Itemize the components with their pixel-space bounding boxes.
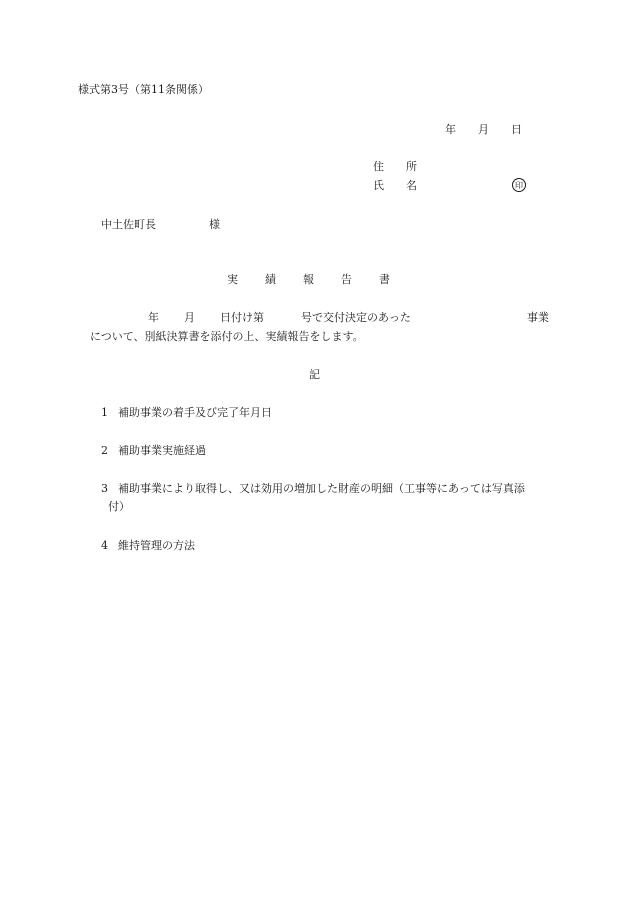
body-month: 月 [184,311,195,324]
body-year: 年 [148,311,159,324]
body-line-2: について、別紙決算書を添付の上、実績報告をします。 [90,330,364,343]
address-label: 住 所 [373,160,417,173]
list-item-3-continuation: 付） [108,500,130,513]
ki-heading: 記 [309,368,320,381]
list-item-1: 1 補助事業の着手及び完了年月日 [101,406,272,419]
addressee [101,218,220,232]
addressee-honorific: 様 [209,218,220,231]
seal-mark: 印 [512,178,526,192]
date-year: 年 [445,123,456,136]
document-title: 実 績 報 告 書 [227,273,390,286]
name-label: 氏 名 [373,179,417,192]
date-day: 日 [511,123,522,136]
date-line [445,123,522,137]
body-project: 事業 [527,311,549,324]
date-month: 月 [478,123,489,136]
list-item-2: 2 補助事業実施経過 [101,444,206,457]
body-day-ref: 日付け第 [220,311,264,324]
form-number: 様式第3号（第11条関係） [78,83,209,96]
list-item-4: 4 維持管理の方法 [101,539,195,552]
body-number-ref: 号で交付決定のあった [301,311,411,324]
list-item-3: 3 補助事業により取得し、又は効用の増加した財産の明細（工事等にあっては写真添 [101,482,525,495]
addressee-name: 中土佐町長 [101,218,156,231]
